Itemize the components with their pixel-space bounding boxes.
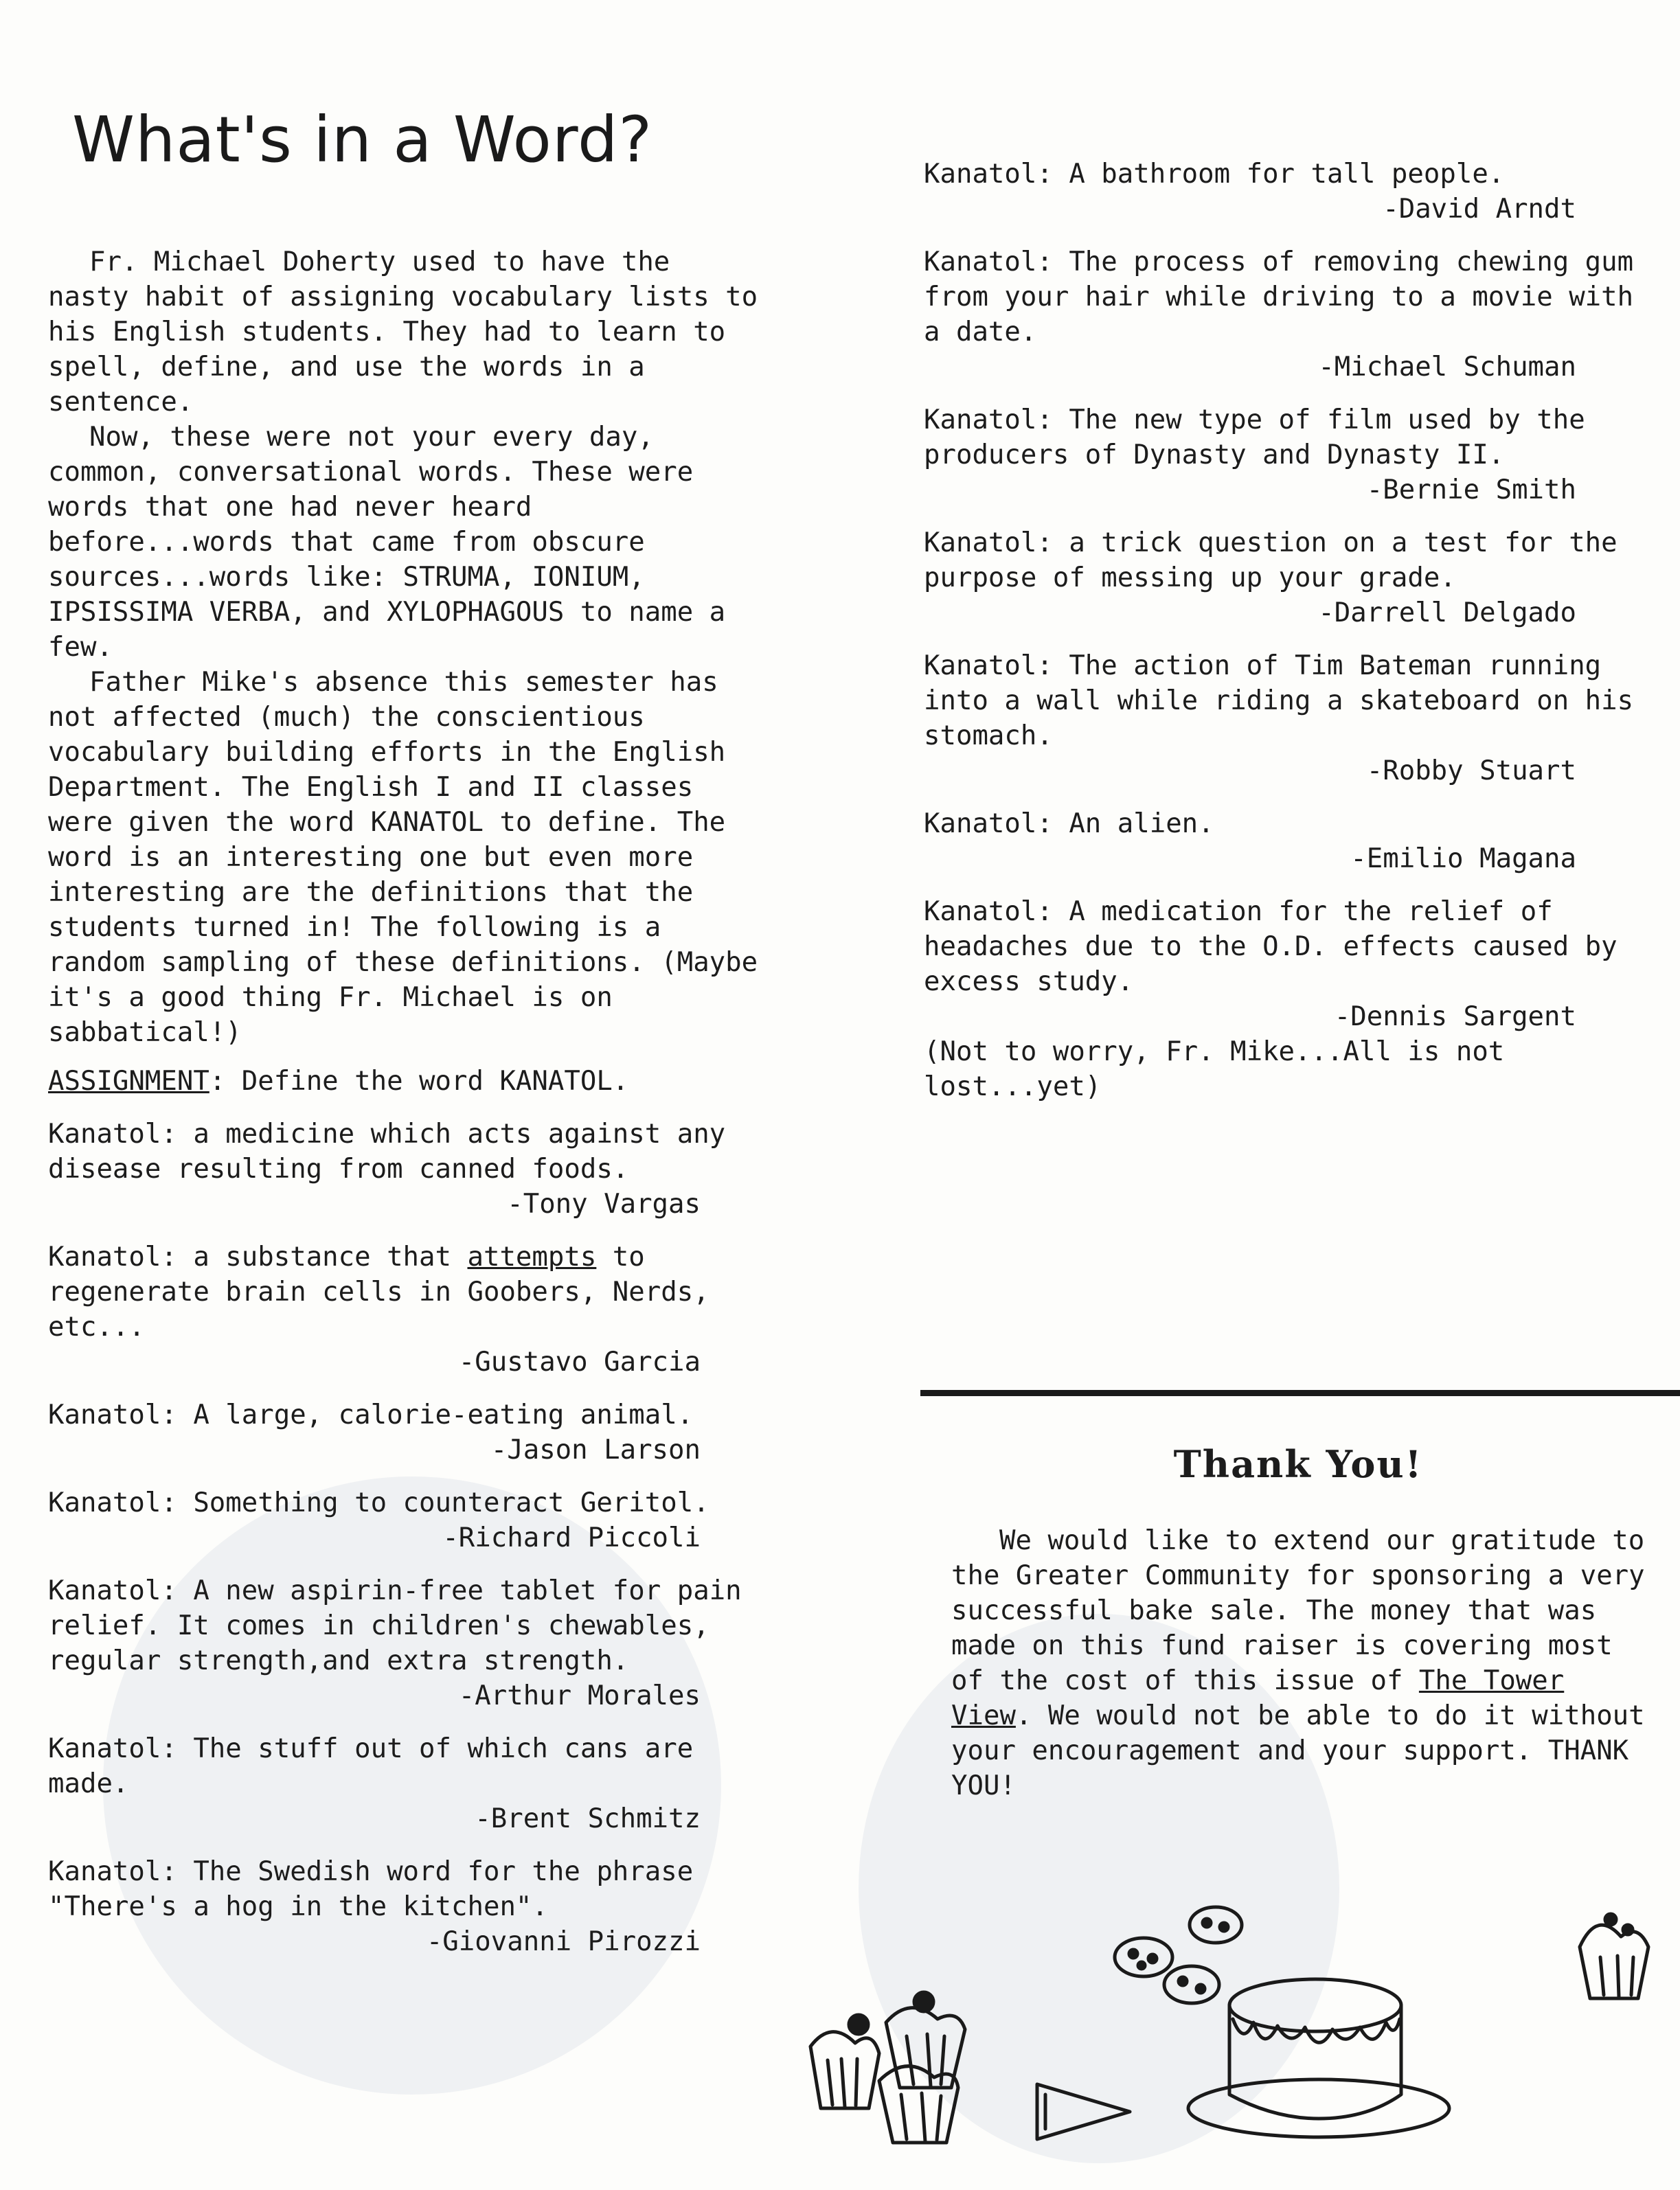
definition-entry: [48, 1398, 762, 1468]
definition-author: -Brent Schmitz: [475, 1803, 701, 1834]
definition-author: -Darrell Delgado: [1318, 597, 1576, 628]
definition-entry: [924, 894, 1638, 1034]
definition-author: -Emilio Magana: [1350, 843, 1576, 874]
definition-author: -Arthur Morales: [458, 1680, 701, 1711]
definition-entry: [924, 402, 1638, 507]
definition-author: -Gustavo Garcia: [458, 1347, 701, 1378]
definition-text: Kanatol: A new aspirin-free tablet for pain relief. It comes in children's chewables, regular strength,and extra strength.: [48, 1575, 742, 1676]
definition-entry: [48, 1731, 762, 1836]
definition-entry: [924, 525, 1638, 630]
assignment-text: : Define the word KANATOL.: [209, 1066, 629, 1097]
definition-entry: [48, 1854, 762, 1959]
definition-text: Kanatol: The action of Tim Bateman running into a wall while riding a skateboard on his stomach.: [924, 650, 1634, 751]
definition-text-start: Kanatol: a substance that: [48, 1242, 468, 1273]
definition-entry: [924, 157, 1638, 227]
definition-entry: [924, 648, 1638, 788]
cupcake-icon: [810, 2015, 879, 2108]
definition-text-end: to regenerate brain cells in Goobers, Nerds, etc...: [48, 1242, 710, 1343]
right-column: [924, 157, 1638, 1104]
definition-author: -Robby Stuart: [1366, 755, 1576, 786]
pie-slice-icon: [1037, 2084, 1130, 2139]
bake-sale-drawing-icon: [790, 1882, 1680, 2190]
assignment-label: ASSIGNMENT: [48, 1066, 209, 1097]
cookie-icon: [1190, 1907, 1242, 1943]
thank-you-text-start: We would like to extend our gratitude to the Greater Community for sponsoring a very successful bake sale. The money that was made on this fund raiser is covering most of the cost of this issue of: [951, 1525, 1645, 1696]
thank-you-text-end: . We would not be able to do it without your encouragement and your support. THANK YOU!: [951, 1700, 1645, 1801]
definition-underlined-word: attempts: [467, 1242, 597, 1273]
definition-author: -Tony Vargas: [507, 1189, 701, 1220]
definition-entry: [924, 806, 1638, 876]
definition-author: -Michael Schuman: [1318, 352, 1576, 383]
definition-entry: [48, 1573, 762, 1713]
assignment-line: [48, 1064, 762, 1099]
thank-you-title: Thank You!: [1173, 1442, 1423, 1486]
publication-name: The Tower View: [951, 1665, 1565, 1731]
definition-text: Kanatol: An alien.: [924, 808, 1214, 839]
definition-entry: [48, 1485, 762, 1555]
intro-paragraph-3: Father Mike's absence this semester has not affected (much) the conscientious vocabulary building efforts in the English Department. The English I and II classes were given the word KANATOL to define. The word is an interesting one but even more interesting are the definitions that the students turned in! The following is a random sampling of these definitions. (Maybe it's a good thing Fr. Michael is on sabbatical!): [48, 667, 758, 1048]
definition-author: -Bernie Smith: [1366, 475, 1576, 505]
closing-note: (Not to worry, Fr. Mike...All is not lost...yet): [924, 1036, 1505, 1102]
definition-entry: [48, 1117, 762, 1222]
definition-text: Kanatol: A bathroom for tall people.: [924, 159, 1505, 190]
definition-author: -Richard Piccoli: [442, 1522, 701, 1553]
definition-text: Kanatol: Something to counteract Geritol.: [48, 1487, 710, 1518]
cookie-icon: [1115, 1938, 1172, 1976]
definition-author: -David Arndt: [1383, 194, 1576, 225]
cupcake-icon: [879, 2066, 958, 2143]
intro-paragraph-1: Fr. Michael Doherty used to have the nasty habit of assigning vocabulary lists to his English students. They had to learn to spell, define, and use the words in a sentence.: [48, 247, 758, 418]
definition-text: Kanatol: The Swedish word for the phrase "There's a hog in the kitchen".: [48, 1856, 694, 1922]
intro-paragraph-2: Now, these were not your every day, common, conversational words. These were words that one had never heard before...words that came from obscure sources...words like: STRUMA, IONIUM, IPSISSIMA VERBA, and XYLOPHAGOUS to name a few.: [48, 422, 726, 663]
definition-text: Kanatol: a medicine which acts against any disease resulting from canned foods.: [48, 1119, 726, 1185]
cake-icon: [1188, 1979, 1449, 2137]
definition-text: Kanatol: a trick question on a test for the purpose of messing up your grade.: [924, 527, 1617, 593]
definition-author: -Jason Larson: [490, 1435, 701, 1465]
definition-text: [48, 1240, 762, 1345]
thank-you-body: [951, 1523, 1655, 1803]
definition-entry: [924, 244, 1638, 385]
definition-text: Kanatol: The stuff out of which cans are made.: [48, 1733, 694, 1799]
definition-text: Kanatol: The new type of film used by the producers of Dynasty and Dynasty II.: [924, 404, 1585, 470]
article-title: What's in a Word?: [72, 103, 653, 176]
left-column: [48, 244, 762, 1959]
cupcake-icon: [886, 1992, 965, 2088]
cookie-icon: [1164, 1966, 1219, 2003]
section-divider: [920, 1390, 1680, 1396]
muffin-icon: [1580, 1914, 1648, 1998]
definition-author: -Giovanni Pirozzi: [426, 1926, 701, 1957]
definition-entry: [48, 1240, 762, 1380]
definition-text: Kanatol: The process of removing chewing gum from your hair while driving to a movie with a date.: [924, 247, 1634, 347]
definition-text: Kanatol: A large, calorie-eating animal.: [48, 1400, 694, 1430]
definition-author: -Dennis Sargent: [1334, 1001, 1576, 1032]
definition-text: Kanatol: A medication for the relief of headaches due to the O.D. effects caused by excess study.: [924, 896, 1617, 997]
